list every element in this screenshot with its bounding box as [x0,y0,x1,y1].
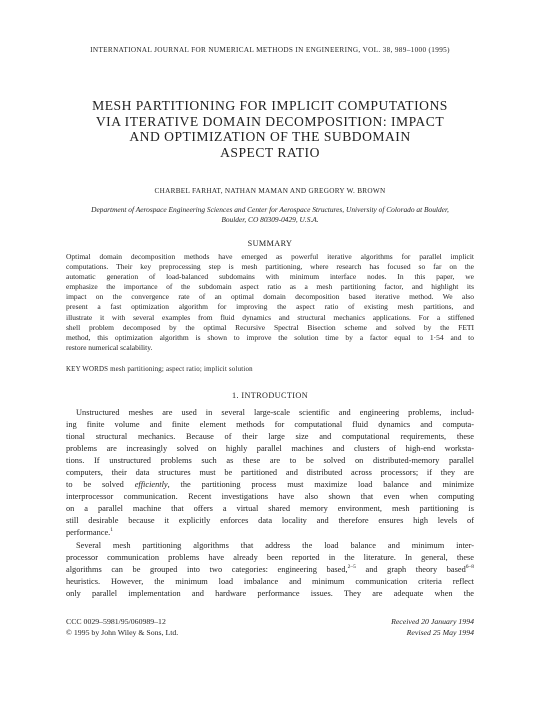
title-line: VIA ITERATIVE DOMAIN DECOMPOSITION: IMPACT [95,113,445,129]
copyright-notice: © 1995 by John Wiley & Sons, Ltd. [66,628,179,637]
body-line: Several mesh partitioning algorithms that address the load balance and minimum inter- [76,540,474,550]
body-line: ing finite volume and finite element methods for computational fluid dynamics and computa- [66,420,474,430]
reference-marker: 2–5 [347,563,356,570]
abstract [66,252,474,353]
body-line: interprocessor communication. Recent investigations have also shown that even when computing [66,492,474,502]
body-text-span: and graph theory based [355,564,466,574]
footer-dates [391,616,474,638]
abstract-line: illustrate it with several examples from fluid dynamics and structural mechanics applications. For a stiffened [66,312,474,322]
abstract-line: present a fast optimization algorithm for improving the aspect ratio of existing mesh partitions, and [66,302,474,312]
body-text-span: performance. [66,528,111,538]
abstract-line: impact on the convergence rate of an optimal domain decomposition based iterative method. We also [66,292,474,302]
journal-header: INTERNATIONAL JOURNAL FOR NUMERICAL METHODS IN ENGINEERING, VOL. 38, 989–1000 (1995) [90,46,450,54]
affiliation-line: Boulder, CO 80309-0429, U.S.A. [221,215,319,224]
body-line [66,479,474,491]
paper-title [40,98,500,160]
abstract-line: restore numerical scalability. [66,342,153,352]
authors: CHARBEL FARHAT, NATHAN MAMAN AND GREGORY W. BROWN [154,187,386,195]
revised-date: Revised 25 May 1994 [406,628,474,637]
body-line: still desirable because it explicitly enforces data locality and therefore ensures high levels of [66,516,474,526]
body-line: on a parallel machine that offers a virtual shared memory environment, mesh partitioning is [66,504,474,514]
title-line: ASPECT RATIO [220,144,320,160]
body-line: heuristics. However, the minimum load imbalance and minimum communication criteria reflect [66,576,474,586]
body-line [66,527,474,539]
body-line: problems are increasingly solved on highly parallel machines and clusters of high-end worksta- [66,444,474,454]
abstract-line: method, this optimization algorithm is shown to improve the solution time by a factor equal to 1·54 and to [66,332,474,342]
body-text-span: to be solved [66,480,135,490]
body-line: processor communication problems have already been reported in the literature. In general, these [66,552,474,562]
affiliation-line: Department of Aerospace Engineering Sciences and Center for Aerospace Structures, University of Colorado at Boulder, [91,205,449,214]
abstract-line: Optimal domain decomposition methods have emerged as powerful iterative algorithms for parallel implicit [66,252,474,261]
abstract-line: automatic generation of load-balanced subdomains with minimum interface nodes. In this paper, we [66,272,474,282]
summary-heading: SUMMARY [247,239,293,248]
affiliation [55,205,485,225]
emphasized-word: efficiently [134,480,168,490]
reference-marker: 1 [110,527,113,534]
body-text-span: algorithms can be grouped into two categories: engineering based, [66,564,348,574]
introduction-heading: 1. INTRODUCTION [231,391,309,400]
reference-marker: 6–8 [465,563,474,570]
abstract-line: shell problem decomposed by the optimal Recursive Spectral Bisection scheme and solved by the FETI [66,322,474,332]
abstract-line: computations. Their key preprocessing step is mesh partitioning, where research has focused so far on the [66,262,474,272]
body-line: computers, their data structures must be partitioned and distributed across processors; if they are [66,468,474,478]
body-line: tions. If unstructured problems such as these are to be solved on distributed-memory parallel [66,456,474,466]
body-line: only parallel implementation and hardware performance issues. They are adequate when the [66,588,474,598]
body-line: Unstructured meshes are used in several large-scale scientific and engineering problems, includ- [76,408,474,417]
title-line: AND OPTIMIZATION OF THE SUBDOMAIN [129,129,411,144]
body-line: tional structural mechanics. Because of their large size and computational requirements, these [66,432,474,442]
introduction-body [66,407,474,600]
body-line [66,564,474,576]
keywords: KEY WORDS mesh partitioning; aspect ratio; implicit solution [66,366,253,373]
body-text-span: , the partitioning process must maximize load balance and minimize [167,480,474,490]
ccc-code: CCC 0029–5981/95/060989–12 [66,617,166,626]
received-date: Received 20 January 1994 [391,617,474,626]
abstract-line: emphasize the importance of the subdomain aspect ratio as a mesh partitioning factor, and highlight its [66,282,474,292]
footer-publication-info [66,616,178,638]
title-line: MESH PARTITIONING FOR IMPLICIT COMPUTATIONS [92,98,448,113]
